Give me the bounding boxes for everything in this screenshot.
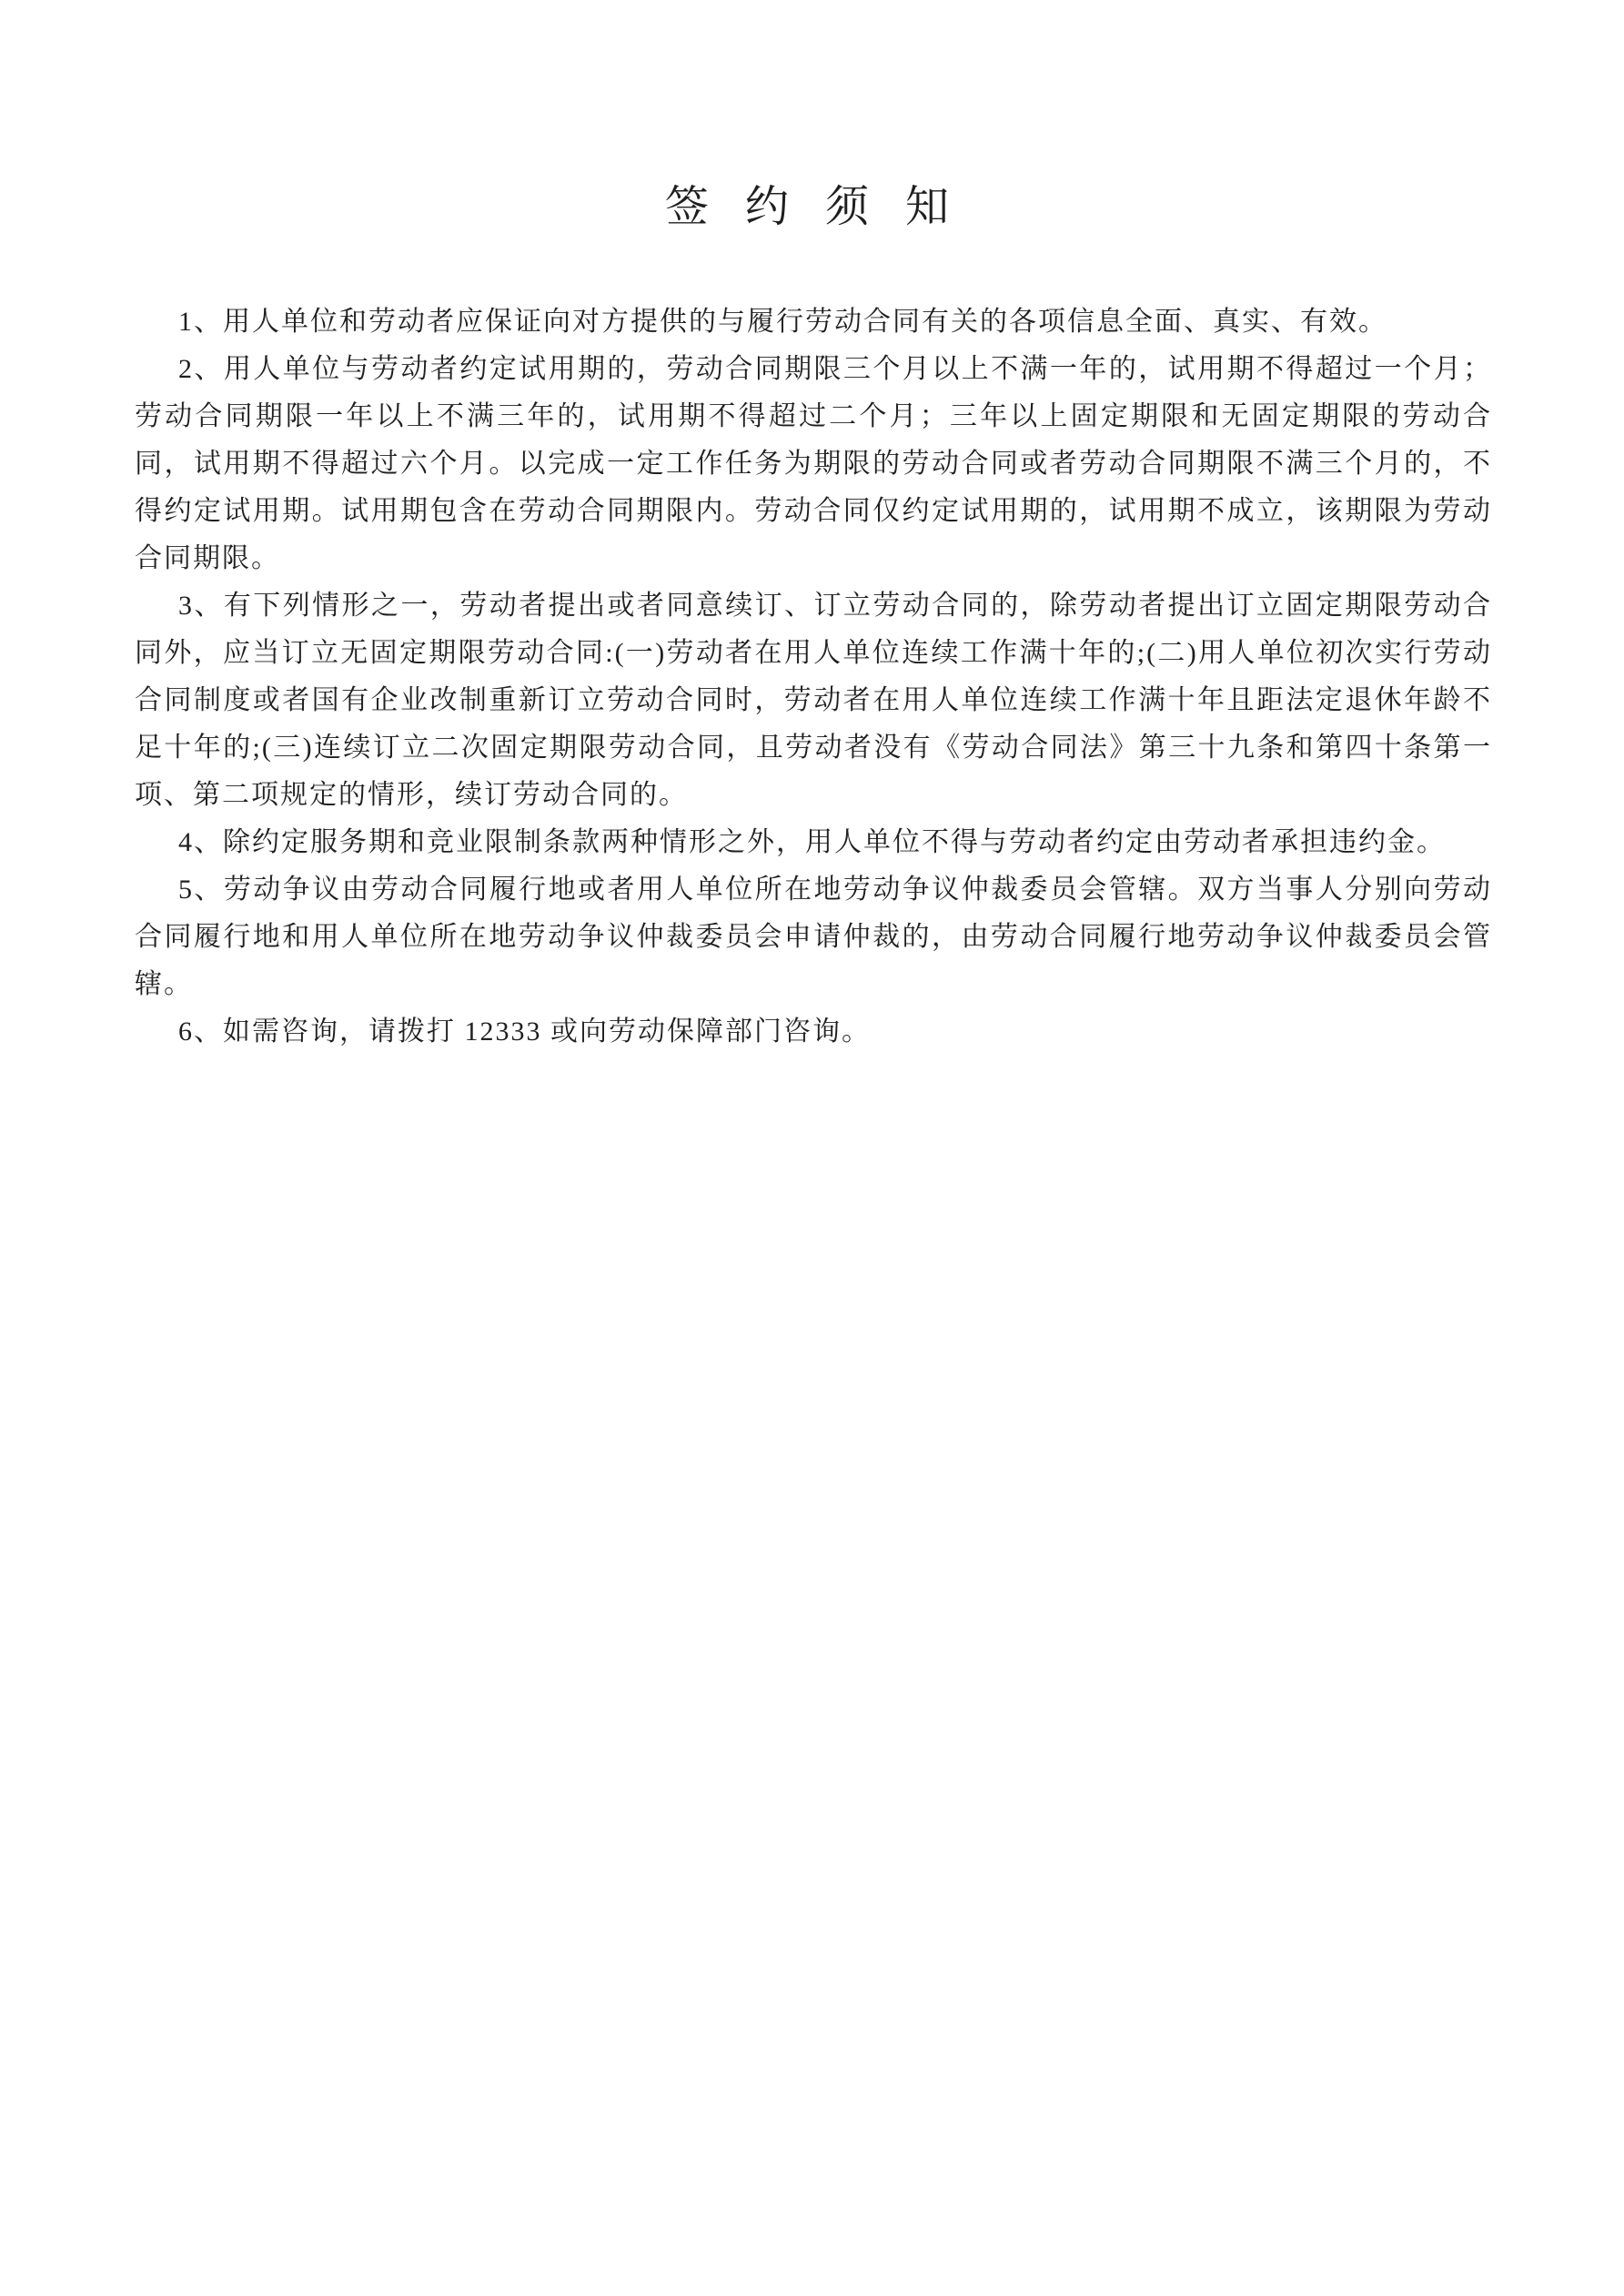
document-body	[135, 298, 1492, 1056]
paragraph-3: 3、有下列情形之一，劳动者提出或者同意续订、订立劳动合同的，除劳动者提出订立固定期限劳动合同外，应当订立无固定期限劳动合同:(一)劳动者在用人单位连续工作满十年的;(二)用人单位初次实行劳动合同制度或者国有企业改制重新订立劳动合同时，劳动者在用人单位连续工作满十年且距法定退休年龄不足十年的;(三)连续订立二次固定期限劳动合同，且劳动者没有《劳动合同法》第三十九条和第四十条第一项、第二项规定的情形，续订劳动合同的。	[135, 591, 1492, 810]
paragraph-4: 4、除约定服务期和竞业限制条款两种情形之外，用人单位不得与劳动者约定由劳动者承担违约金。	[178, 827, 1446, 857]
paragraph-1: 1、用人单位和劳动者应保证向对方提供的与履行劳动合同有关的各项信息全面、真实、有效。	[178, 307, 1387, 337]
page-title: 签 约 须 知	[664, 183, 962, 231]
paragraph-2: 2、用人单位与劳动者约定试用期的，劳动合同期限三个月以上不满一年的，试用期不得超过一个月；劳动合同期限一年以上不满三年的，试用期不得超过二个月；三年以上固定期限和无固定期限的劳动合同，试用期不得超过六个月。以完成一定工作任务为期限的劳动合同或者劳动合同期限不满三个月的，不得约定试用期。试用期包含在劳动合同期限内。劳动合同仅约定试用期的，试用期不成立，该期限为劳动合同期限。	[135, 354, 1492, 573]
paragraph-6: 6、如需咨询，请拨打 12333 或向劳动保障部门咨询。	[178, 1017, 871, 1047]
paragraph-5: 5、劳动争议由劳动合同履行地或者用人单位所在地劳动争议仲裁委员会管辖。双方当事人分别向劳动合同履行地和用人单位所在地劳动争议仲裁委员会申请仲裁的，由劳动合同履行地劳动争议仲裁委员会管辖。	[135, 875, 1492, 999]
